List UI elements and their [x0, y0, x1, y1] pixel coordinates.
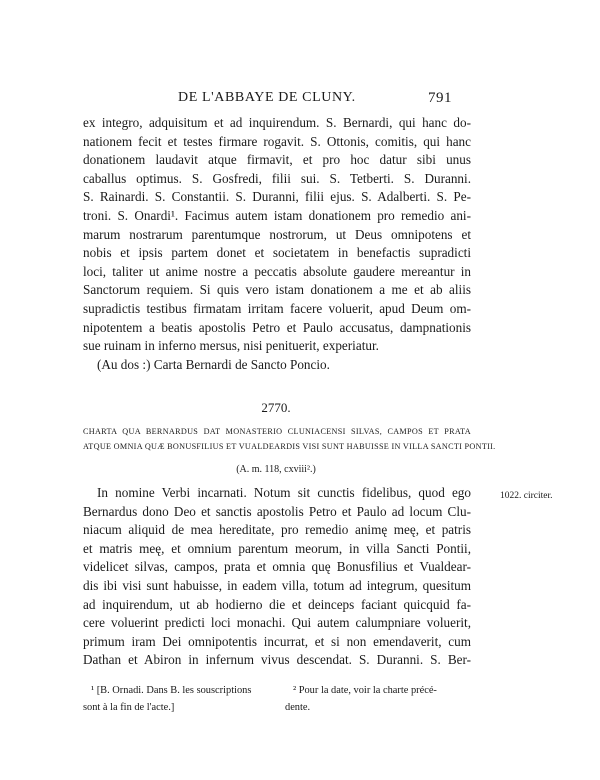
- text-line: cere voluerint predicti loci monachi. Qui autem calumpniare voluerit,: [83, 615, 471, 631]
- text-line: loci, taliter ut anime nostre a peccatis absolute gaudere mereantur in: [83, 263, 471, 279]
- text-line: ex integro, adquisitum et ad inquirendum. S. Bernardi, qui hanc do-: [83, 115, 471, 130]
- text-line: nobis et ipsis partem donet et societatem in benefactis supradicti: [83, 245, 471, 261]
- text-line: nationem fecit et testes firmare rogavit. S. Ottonis, comitis, qui hanc: [83, 133, 471, 149]
- text-line: ad inquirendum, ut ab hodierno die et deinceps faciant quicquid fa-: [83, 596, 471, 612]
- charter-dating: (A. m. 118, cxviii².): [236, 464, 316, 475]
- text-line: Dathan et Abiron in infernum vivus descendat. S. Duranni. S. Ber-: [83, 652, 471, 668]
- charter-2770-text: [83, 484, 471, 670]
- footnote-1: [83, 682, 273, 716]
- running-title: DE L'ABBAYE DE CLUNY.: [178, 90, 356, 105]
- caption-line: CHARTA QUA BERNARDUS DAT MONASTERIO CLUNIACENSI SILVAS, CAMPOS ET PRATA: [83, 427, 471, 436]
- text-line: donationem laudavit atque firmavit, et pro hoc datur sibi unus: [83, 152, 471, 168]
- text-line: supradictis testibus firmatam irritam facere voluerit, apud Deum om-: [83, 300, 471, 316]
- footnote-line: ² Pour la date, voir la charte précé-: [293, 685, 437, 696]
- text-line: In nomine Verbi incarnati. Notum sit cunctis fidelibus, quod ego: [97, 485, 471, 500]
- caption-line: ATQUE OMNIA QUÆ BONUSFILIUS ET VUALDEARDIS VISI SUNT HABUISSE IN VILLA SANCTI PONTII.: [83, 442, 496, 451]
- charter-2769-ending: [83, 114, 471, 374]
- text-line: Bernardus dono Deo et sanctis apostolis Petro et Paulo ad locum Clu-: [83, 503, 471, 519]
- text-line: videlicet silvas, campos, prata et omnia quę Bonusfilius et Vualdear-: [83, 559, 471, 575]
- text-line: marum nostrarum parentumque nostrorum, ut Deus omnipotens et: [83, 226, 471, 242]
- text-line: Sanctorum requiem. Si quis vero istam donationem a me et ab aliis: [83, 282, 471, 298]
- text-line: primum iram Dei omnipotentis incurrat, et si non emendaverit, cum: [83, 633, 471, 649]
- text-line: nipotentem a beatis apostolis Petro et Paulo accusatus, dampnationis: [83, 319, 471, 335]
- footnote-2: [285, 682, 485, 716]
- text-line: caballus optimus. S. Gosfredi, filii sui. S. Tetberti. S. Duranni.: [83, 170, 471, 186]
- footnote-line: dente.: [285, 702, 311, 713]
- footnote-line: sont à la fin de l'acte.]: [83, 702, 175, 713]
- margin-date-note: 1022. circiter.: [500, 491, 553, 501]
- text-line: et matris meę, et omnium parentum meorum, in villa Sancti Pontii,: [83, 540, 471, 556]
- text-line: S. Rainardi. S. Constantii. S. Duranni, filii ejus. S. Adalberti. S. Pe-: [83, 189, 471, 205]
- charter-caption: [83, 424, 496, 454]
- text-line: dis ibi visi sunt habuisse, in eadem villa, totum ad integrum, quesitum: [83, 577, 471, 593]
- text-line: sue ruinam in inferno mersus, nisi penituerit, experiatur.: [83, 338, 379, 354]
- footnote-line: ¹ [B. Ornadi. Dans B. les souscriptions: [91, 685, 252, 696]
- text-line: troni. S. Onardi¹. Facimus autem istam donationem pro remedio ani-: [83, 207, 471, 223]
- charter-number: 2770.: [261, 400, 291, 415]
- text-line: niacum aliquid de mea hereditate, pro remedio animę meę, et patris: [83, 522, 471, 538]
- running-header: [0, 90, 600, 110]
- dorsal-note: (Au dos :) Carta Bernardi de Sancto Poncio.: [97, 356, 330, 372]
- page-number: 791: [428, 90, 452, 106]
